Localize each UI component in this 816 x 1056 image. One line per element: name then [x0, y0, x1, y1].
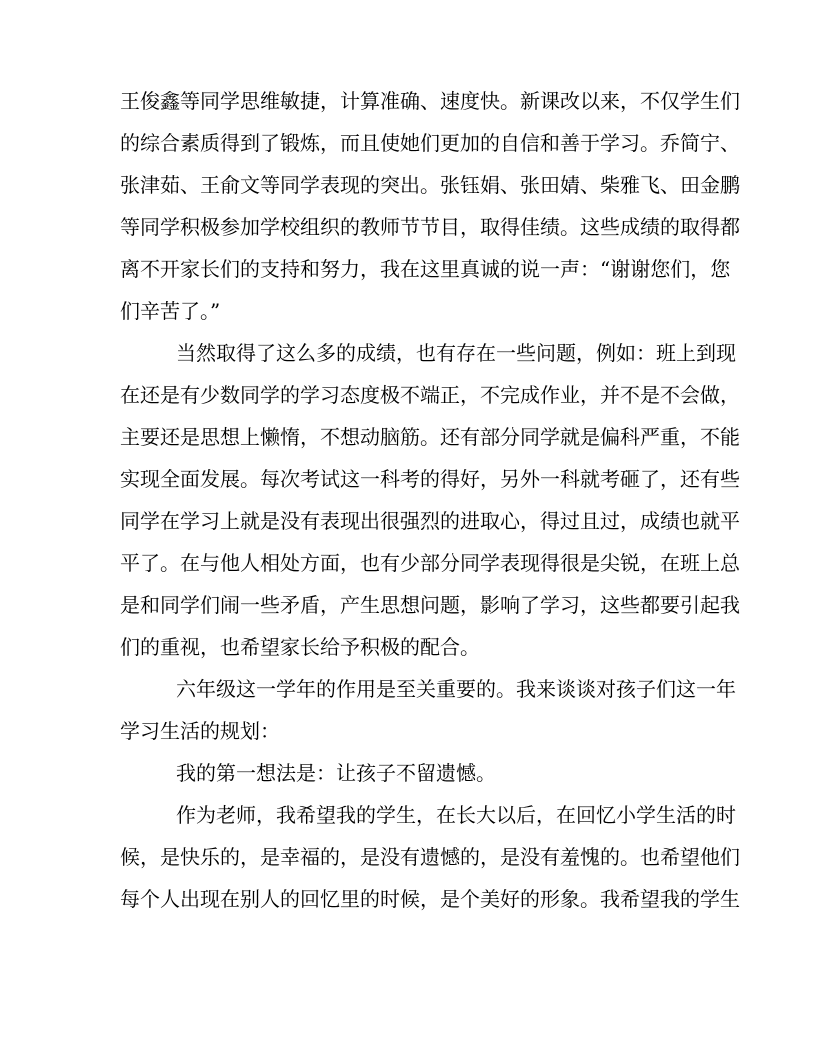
text-line: 等同学积极参加学校组织的教师节节目，取得佳绩。这些成绩的取得都: [120, 215, 740, 239]
text-line: 们的重视，也希望家长给予积极的配合。: [120, 635, 480, 659]
text-line: 是和同学们闹一些矛盾，产生思想问题，影响了学习，这些都要引起我: [120, 593, 740, 617]
paragraph-first-line: 当然取得了这么多的成绩，也有存在一些问题，例如：班上到现: [176, 341, 736, 365]
text-line: 主要还是思想上懒惰，不想动脑筋。还有部分同学就是偏科严重，不能: [120, 425, 740, 449]
paragraph-first-line: 作为老师，我希望我的学生，在长大以后，在回忆小学生活的时: [176, 803, 736, 827]
paragraph-first-line: 我的第一想法是：让孩子不留遗憾。: [176, 761, 496, 785]
text-line: 候，是快乐的，是幸福的，是没有遗憾的，是没有羞愧的。也希望他们: [120, 845, 740, 869]
text-line: 平了。在与他人相处方面，也有少部分同学表现得很是尖锐，在班上总: [120, 551, 740, 575]
text-line: 离不开家长们的支持和努力，我在这里真诚的说一声：“谢谢您们，您: [120, 257, 731, 281]
text-line: 实现全面发展。每次考试这一科考的得好，另外一科就考砸了，还有些: [120, 467, 740, 491]
text-line: 王俊鑫等同学思维敏捷，计算准确、速度快。新课改以来，不仅学生们: [120, 89, 740, 113]
paragraph-first-line: 六年级这一学年的作用是至关重要的。我来谈谈对孩子们这一年: [176, 677, 736, 701]
text-line: 张津茹、王俞文等同学表现的突出。张钰娟、张田婧、柴雅飞、田金鹏: [120, 173, 740, 197]
text-line: 每个人出现在别人的回忆里的时候，是个美好的形象。我希望我的学生: [120, 887, 740, 911]
text-line: 同学在学习上就是没有表现出很强烈的进取心，得过且过，成绩也就平: [120, 509, 740, 533]
text-line: 在还是有少数同学的学习态度极不端正，不完成作业，并不是不会做，: [120, 383, 740, 407]
text-line: 们辛苦了。”: [120, 299, 221, 323]
text-line: 学习生活的规划：: [120, 719, 280, 743]
text-line: 的综合素质得到了锻炼，而且使她们更加的自信和善于学习。乔简宁、: [120, 131, 740, 155]
